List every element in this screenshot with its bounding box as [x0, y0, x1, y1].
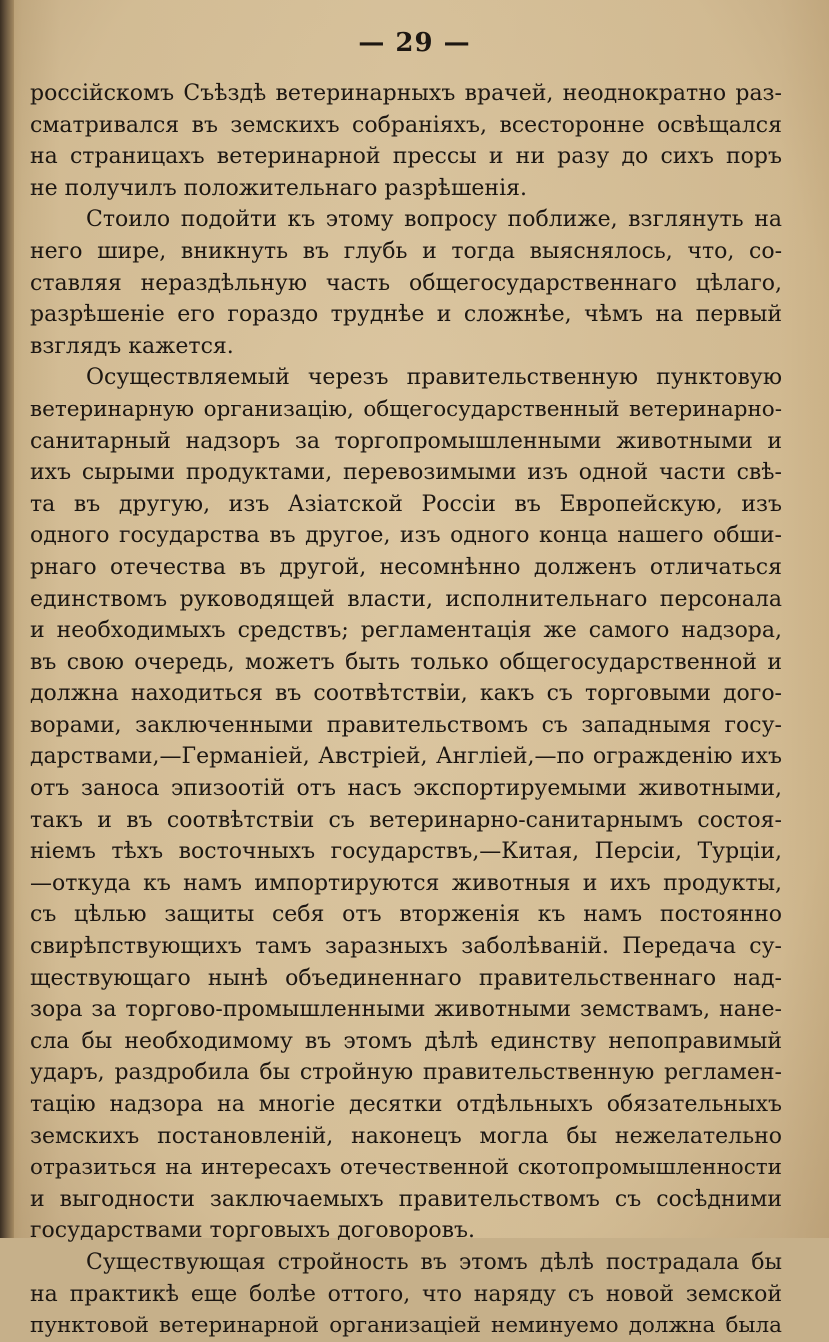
- text-line: земскихъ постановленій, наконецъ могла бы нежелательно: [30, 1123, 782, 1149]
- text-line: разрѣшеніе его гораздо труднѣе и сложнѣе, чѣмъ на первый: [30, 302, 782, 328]
- text-line: Существующая стройность въ этомъ дѣлѣ пострадала бы: [86, 1249, 782, 1275]
- page-number: — 29 —: [358, 28, 471, 58]
- text-line: ставляя нераздѣльную часть общегосударственнаго цѣлаго,: [30, 270, 782, 296]
- text-line: россійскомъ Съѣздѣ ветеринарныхъ врачей, неоднократно раз-: [30, 81, 782, 106]
- text-line: санитарный надзоръ за торгопромышленными животными и: [30, 428, 782, 454]
- text-line: съ цѣлью защиты себя отъ вторженія къ намъ постоянно: [30, 902, 782, 928]
- text-line: ніемъ тѣхъ восточныхъ государствъ,—Китая, Персіи, Турціи,: [30, 839, 782, 865]
- text-line: на страницахъ ветеринарной прессы и ни разу до сихъ поръ: [30, 144, 782, 170]
- text-line: ществующаго нынѣ объединеннаго правительственнаго над-: [30, 965, 782, 991]
- text-line: должна находиться въ соотвѣтствіи, какъ съ торговыми дого-: [30, 681, 782, 707]
- text-line: пунктовой ветеринарной организаціей неминуемо должна была: [30, 1313, 782, 1339]
- text-line: ударъ, раздробила бы стройную правительственную регламен-: [30, 1060, 782, 1086]
- text-line: сматривался въ земскихъ собраніяхъ, всесторонне освѣщался: [30, 112, 782, 138]
- text-line: такъ и въ соотвѣтствіи съ ветеринарно-санитарнымъ состоя-: [30, 807, 782, 833]
- text-line: на практикѣ еще болѣе оттого, что наряду съ новой земской: [30, 1281, 782, 1307]
- book-spine-shadow: [0, 0, 14, 1238]
- text-line: и необходимыхъ средствъ; регламентація же самого надзора,: [30, 618, 782, 644]
- text-line: ихъ сырыми продуктами, перевозимыми изъ одной части свѣ-: [30, 460, 782, 486]
- text-line: тацію надзора на многіе десятки отдѣльныхъ обязательныхъ: [30, 1092, 782, 1117]
- body-text: [30, 78, 782, 1342]
- text-line: взглядъ кажется.: [30, 333, 234, 359]
- text-line: Осуществляемый черезъ правительственную пунктовую: [86, 365, 782, 391]
- text-line: не получилъ положительнаго разрѣшенія.: [30, 175, 527, 201]
- text-line: единствомъ руководящей власти, исполнительнаго персонала: [30, 586, 782, 612]
- text-line: и выгодности заключаемыхъ правительствомъ съ сосѣдними: [30, 1186, 782, 1212]
- text-line: одного государства въ другое, изъ одного конца нашего обши-: [30, 523, 782, 549]
- text-line: отъ заноса эпизоотій отъ насъ экспортируемыми животными,: [30, 776, 782, 802]
- text-line: отразиться на интересахъ отечественной скотопромышленности: [30, 1155, 782, 1181]
- text-line: зора за торгово-промышленными животными земствамъ, нане-: [30, 997, 782, 1023]
- text-line: рнаго отечества въ другой, несомнѣнно долженъ отличаться: [30, 554, 782, 580]
- text-line: сла бы необходимому въ этомъ дѣлѣ единству непоправимый: [30, 1028, 782, 1054]
- text-line: дарствами,—Германіей, Австріей, Англіей,—по огражденію ихъ: [30, 744, 782, 770]
- text-line: Стоило подойти къ этому вопросу поближе, взглянуть на: [86, 207, 782, 233]
- text-line: въ свою очередь, можетъ быть только общегосударственной и: [30, 649, 782, 675]
- text-line: него шире, вникнуть въ глубь и тогда выяснялось, что, со-: [30, 238, 782, 264]
- text-line: ветеринарную организацію, общегосударственный ветеринарно-: [30, 396, 782, 422]
- text-line: государствами торговыхъ договоровъ.: [30, 1218, 476, 1244]
- text-line: свирѣпствующихъ тамъ заразныхъ заболѣваній. Передача су-: [30, 934, 782, 960]
- text-line: ворами, заключенными правительствомъ съ западнымя госу-: [30, 712, 782, 738]
- text-line: та въ другую, изъ Азіатской Россіи въ Европейскую, изъ: [30, 491, 782, 517]
- text-line: —откуда къ намъ импортируются животныя и ихъ продукты,: [30, 870, 782, 896]
